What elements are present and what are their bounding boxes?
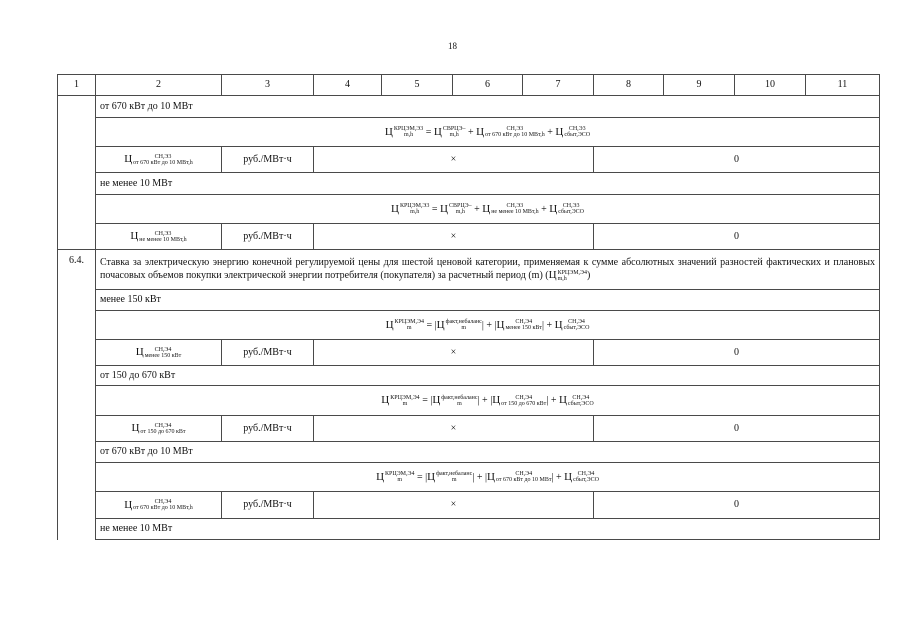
rate-symbol: Ц СН,Э3 от 670 кВт до 10 МВт,h bbox=[96, 147, 222, 173]
section-description: Ставка за электрическую энергию конечной регулируемой цены для шестой ценовой категории, применяемая к сумме абсолютных значений разностей фактических и плановых почасовых объемов покупки электрической энергии потребителя (покупателя) за расчетный период (m) (Ц КРЦЭМ,Э4 m,h ) bbox=[96, 250, 880, 290]
col-header: 9 bbox=[664, 75, 735, 96]
cross-mark: × bbox=[314, 340, 594, 366]
cross-mark: × bbox=[314, 416, 594, 442]
unit: руб./МВт·ч bbox=[222, 224, 314, 250]
formula-row bbox=[58, 195, 880, 224]
unit: руб./МВт·ч bbox=[222, 340, 314, 366]
rate-symbol: Ц СН,Э4 менее 150 кВт bbox=[96, 340, 222, 366]
value-row bbox=[58, 340, 880, 366]
page-number: 18 bbox=[448, 41, 457, 51]
formula: Ц КРЦЭМ,Э4 m = |Ц факт,небаланс m | + |Ц СН,Э4 от 670 кВт до 10 МВт | + Ц СН,Э4 сбыт,ЭСО bbox=[96, 463, 880, 492]
col-header: 2 bbox=[96, 75, 222, 96]
zero-value: 0 bbox=[594, 224, 880, 250]
subsection-row bbox=[58, 290, 880, 311]
col-header: 8 bbox=[594, 75, 664, 96]
formula: Ц КРЦЭМ,Э3 m,h = Ц СВРЦЭ– m,h + Ц СН,Э3 от 670 кВт до 10 МВт,h + Ц СН,Э3 сбыт,ЭСО bbox=[96, 118, 880, 147]
value-row bbox=[58, 492, 880, 519]
col-header: 4 bbox=[314, 75, 382, 96]
col-header: 10 bbox=[735, 75, 806, 96]
unit: руб./МВт·ч bbox=[222, 147, 314, 173]
subsection-title: менее 150 кВт bbox=[96, 290, 880, 311]
formula: Ц КРЦЭМ,Э3 m,h = Ц СВРЦЭ– m,h + Ц СН,Э3 не менее 10 МВт,h + Ц СН,Э3 сбыт,ЭСО bbox=[96, 195, 880, 224]
subsection-title: от 670 кВт до 10 МВт bbox=[96, 442, 880, 463]
row-number-empty bbox=[58, 96, 96, 250]
unit: руб./МВт·ч bbox=[222, 492, 314, 519]
zero-value: 0 bbox=[594, 416, 880, 442]
value-row bbox=[58, 416, 880, 442]
zero-value: 0 bbox=[594, 147, 880, 173]
formula: Ц КРЦЭМ,Э4 m = |Ц факт,небаланс m | + |Ц СН,Э4 от 150 до 670 кВт | + Ц СН,Э4 сбыт,ЭСО bbox=[96, 386, 880, 416]
cross-mark: × bbox=[314, 147, 594, 173]
cross-mark: × bbox=[314, 492, 594, 519]
subsection-row bbox=[58, 173, 880, 195]
unit: руб./МВт·ч bbox=[222, 416, 314, 442]
rate-symbol: Ц СН,Э4 от 670 кВт до 10 МВт,h bbox=[96, 492, 222, 519]
value-row bbox=[58, 224, 880, 250]
section-row bbox=[58, 250, 880, 290]
col-header: 1 bbox=[58, 75, 96, 96]
col-header: 6 bbox=[453, 75, 523, 96]
subsection-title: не менее 10 МВт bbox=[96, 173, 880, 195]
subsection-row bbox=[58, 442, 880, 463]
subsection-title: от 150 до 670 кВт bbox=[96, 366, 880, 386]
zero-value: 0 bbox=[594, 492, 880, 519]
value-row bbox=[58, 147, 880, 173]
rate-symbol: Ц СН,Э3 не менее 10 МВт,h bbox=[96, 224, 222, 250]
tariff-table bbox=[57, 74, 880, 540]
subsection-row bbox=[58, 366, 880, 386]
subsection-title: не менее 10 МВт bbox=[96, 519, 880, 540]
col-header: 11 bbox=[806, 75, 880, 96]
formula-row bbox=[58, 463, 880, 492]
col-header: 3 bbox=[222, 75, 314, 96]
zero-value: 0 bbox=[594, 340, 880, 366]
formula-row bbox=[58, 118, 880, 147]
section-number: 6.4. bbox=[58, 250, 96, 540]
header-row bbox=[58, 75, 880, 96]
formula: Ц КРЦЭМ,Э4 m = |Ц факт,небаланс m | + |Ц СН,Э4 менее 150 кВт | + Ц СН,Э4 сбыт,ЭСО bbox=[96, 311, 880, 340]
rate-symbol: Ц СН,Э4 от 150 до 670 кВт bbox=[96, 416, 222, 442]
subsection-row bbox=[58, 96, 880, 118]
formula-row bbox=[58, 386, 880, 416]
formula-row bbox=[58, 311, 880, 340]
subsection-title: от 670 кВт до 10 МВт bbox=[96, 96, 880, 118]
col-header: 7 bbox=[523, 75, 594, 96]
subsection-row bbox=[58, 519, 880, 540]
cross-mark: × bbox=[314, 224, 594, 250]
col-header: 5 bbox=[382, 75, 453, 96]
